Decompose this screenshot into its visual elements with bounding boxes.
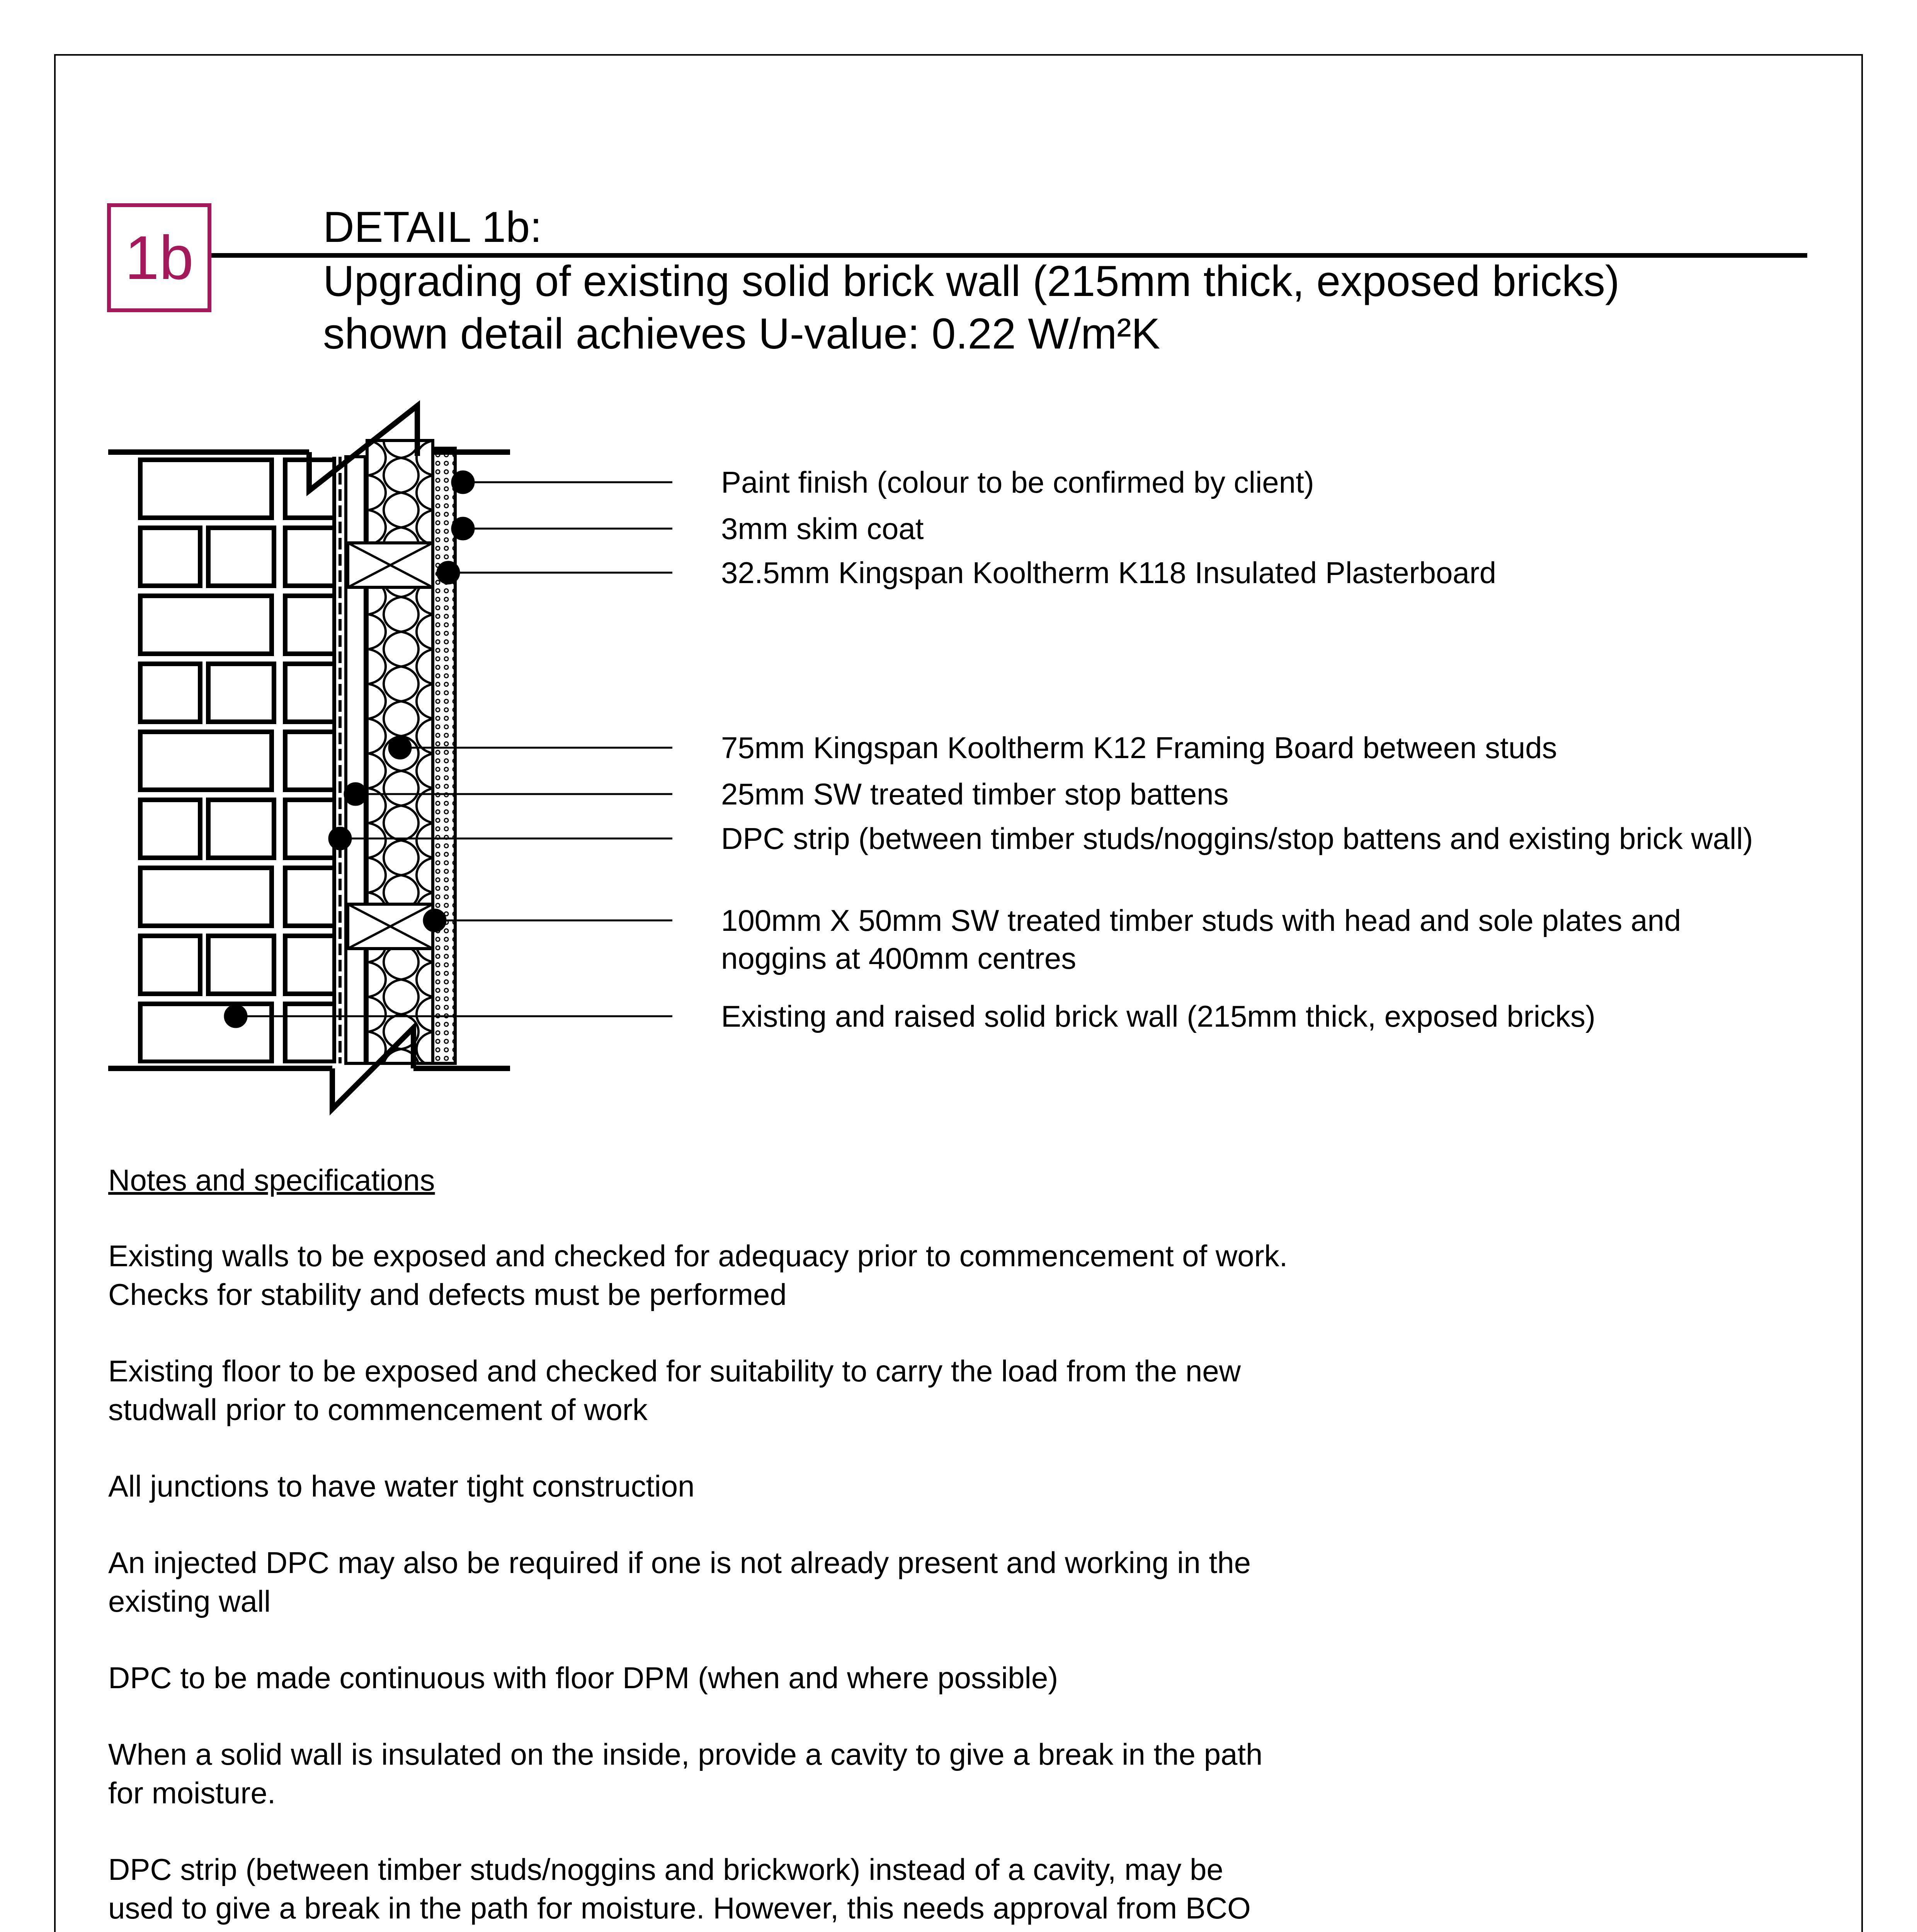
note-line: An injected DPC may also be required if one is not already present and working in the (108, 1546, 1251, 1580)
label-framing-board: 75mm Kingspan Kooltherm K12 Framing Board between studs (721, 731, 1557, 765)
label-noggins: noggins at 400mm centres (721, 941, 1077, 975)
label-dpc-strip: DPC strip (between timber studs/noggins/stop battens and existing brick wall) (721, 821, 1753, 855)
note-line: Existing floor to be exposed and checked for suitability to carry the load from the new (108, 1354, 1241, 1388)
u-value-statement: shown detail achieves U-value: 0.22 W/m²K (323, 310, 1160, 358)
detail-subtitle: Upgrading of existing solid brick wall (215mm thick, exposed bricks) (323, 257, 1620, 305)
label-stop-battens: 25mm SW treated timber stop battens (721, 777, 1229, 811)
note-line: studwall prior to commencement of work (108, 1393, 648, 1427)
note-line: DPC to be made continuous with floor DPM (when and where possible) (108, 1661, 1058, 1695)
label-skim-coat: 3mm skim coat (721, 512, 924, 546)
label-plasterboard: 32.5mm Kingspan Kooltherm K118 Insulated Plasterboard (721, 556, 1497, 590)
detail-title: DETAIL 1b: (323, 203, 542, 251)
note-line: Checks for stability and defects must be performed (108, 1277, 787, 1311)
note-line: When a solid wall is insulated on the inside, provide a cavity to give a break in the path (108, 1737, 1263, 1771)
detail-badge: 1b (107, 203, 211, 312)
note-line: Existing walls to be exposed and checked for adequacy prior to commencement of work. (108, 1239, 1288, 1273)
notes-heading: Notes and specifications (108, 1163, 435, 1197)
note-line: existing wall (108, 1584, 271, 1618)
note-line: All junctions to have water tight construction (108, 1469, 695, 1503)
note-line: for moisture. (108, 1776, 276, 1810)
label-paint-finish: Paint finish (colour to be confirmed by client) (721, 465, 1314, 499)
label-timber-studs: 100mm X 50mm SW treated timber studs with head and sole plates and (721, 903, 1681, 937)
note-line: DPC strip (between timber studs/noggins and brickwork) instead of a cavity, may be (108, 1852, 1223, 1886)
label-brick-wall: Existing and raised solid brick wall (215mm thick, exposed bricks) (721, 999, 1596, 1033)
note-line: used to give a break in the path for moisture. However, this needs approval from BCO (108, 1891, 1251, 1925)
